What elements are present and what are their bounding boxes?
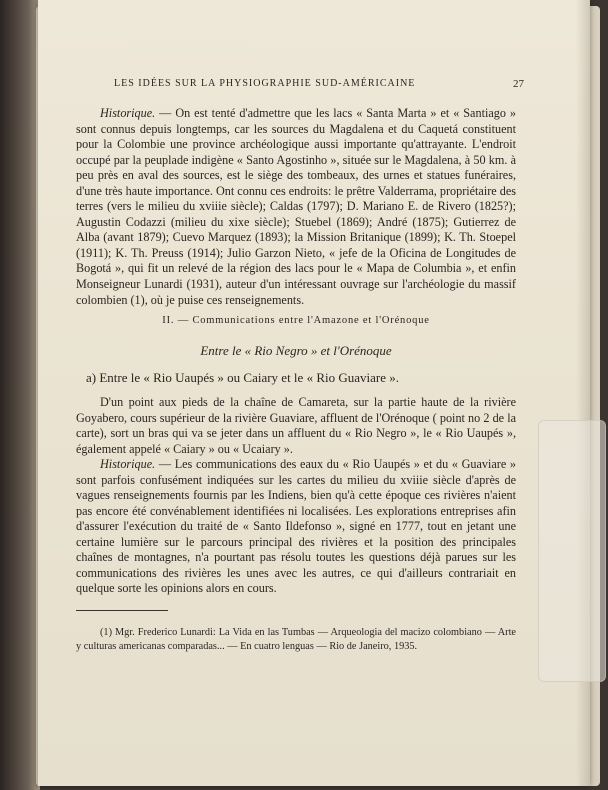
- historique-lead-1: Historique.: [100, 106, 156, 120]
- tape-strip: [538, 420, 606, 682]
- paragraph-3-text: — Les communications des eaux du « Rio Uaupés » et du « Guaviare » sont parfois confusément indiquées sur les cartes du milieu du xviiie siècle d'après de vagues renseignements fournis par les Indiens, bien qu'à cette époque ces rivières n'aient pas encore été convénablement identifiées ni localisées. Les explorations entreprises afin d'assurer l'exécution du traité de « Santo Ildefonso », signé en 1777, tout en jetant une certaine lumière sur le parcours principal des rivières et la position des principales chaînes de montagnes, n'a pourtant pas résolu toutes les questions déjà parues sur les communications des rivières les unes avec les autres, ce qui d'ailleurs contrariait en quelque sorte les opinions alors en cours.: [76, 457, 516, 596]
- sub-heading: Entre le « Rio Negro » et l'Orénoque: [200, 343, 392, 358]
- paragraph-2-text: D'un point aux pieds de la chaîne de Camareta, sur la partie haute de la rivière Goyabero, cours supérieur de la rivière Guaviare, affluent de l'Orénoque ( point no 2 de la carte), sort un bras qui va se jeter dans un affluent du « Rio Negro », le « Rio Uaupés », également appelé « Caiary » ou « Ucaiary ».: [76, 395, 516, 456]
- footnote-text: (1) Mgr. Frederico Lunardi: La Vida en las Tumbas — Arqueologia del macizo colombiano — Arte y culturas americanas comparadas... — En cuatro lenguas — Rio de Janeiro, 1935.: [76, 627, 516, 652]
- subsection-a-heading: a) Entre le « Rio Uaupés » ou Caiary et le « Rio Guaviare ».: [86, 370, 399, 385]
- paragraph-historique-2: [76, 457, 516, 597]
- footnote: [76, 626, 516, 653]
- running-head-title: LES IDÉES SUR LA PHYSIOGRAPHIE SUD-AMÉRICAINE: [114, 78, 416, 89]
- paragraph-1-text: — On est tenté d'admettre que les lacs « Santa Marta » et « Santiago » sont connus depuis longtemps, car les sources du Magdalena et du Caquetá constituent pour la Colombie une province archéologique aussi importante qu'attrayante. L'endroit occupé par la peuplade indigène « Santo Agostinho », située sur le Magdalena, à 50 km. à peu près en aval des sources, est le siège des tombeaux, des urnes et statues funéraires, d'une très haute importance. Ont connu ces endroits: le prêtre Valderrama, propriétaire des terres (vers le milieu du xviiie siècle); Caldas (1797); D. Mariano E. de Rivero (1825?); Augustin Codazzi (milieu du xixe siècle); Stuebel (1869); André (1875); Gutierrez de Alba (avant 1879); Cuevo Marquez (1893); la Mission Britanique (1899); K. Th. Stoepel (1911); K. Th. Preuss (1914); Julio Garzon Nieto, « jefe de la Oficina de Longitudes de Bogotá », qui fit un relevé de la région des lacs pour le « Mapa de Columbia », et enfin Monseigneur Lunardi (1931), auteur d'un intéressant ouvrage sur l'archéologie du massif colombien (1), où je puise ces renseignements.: [76, 106, 516, 307]
- book-shadow: [0, 0, 40, 790]
- historique-lead-2: Historique.: [100, 457, 156, 471]
- section-heading: II. — Communications entre l'Amazone et l'Orénoque: [162, 315, 430, 326]
- paragraph-camareta: [76, 395, 516, 457]
- paragraph-historique-1: [76, 106, 516, 308]
- footnote-rule: [76, 610, 168, 611]
- page-number: 27: [513, 78, 524, 90]
- running-head: [114, 78, 524, 89]
